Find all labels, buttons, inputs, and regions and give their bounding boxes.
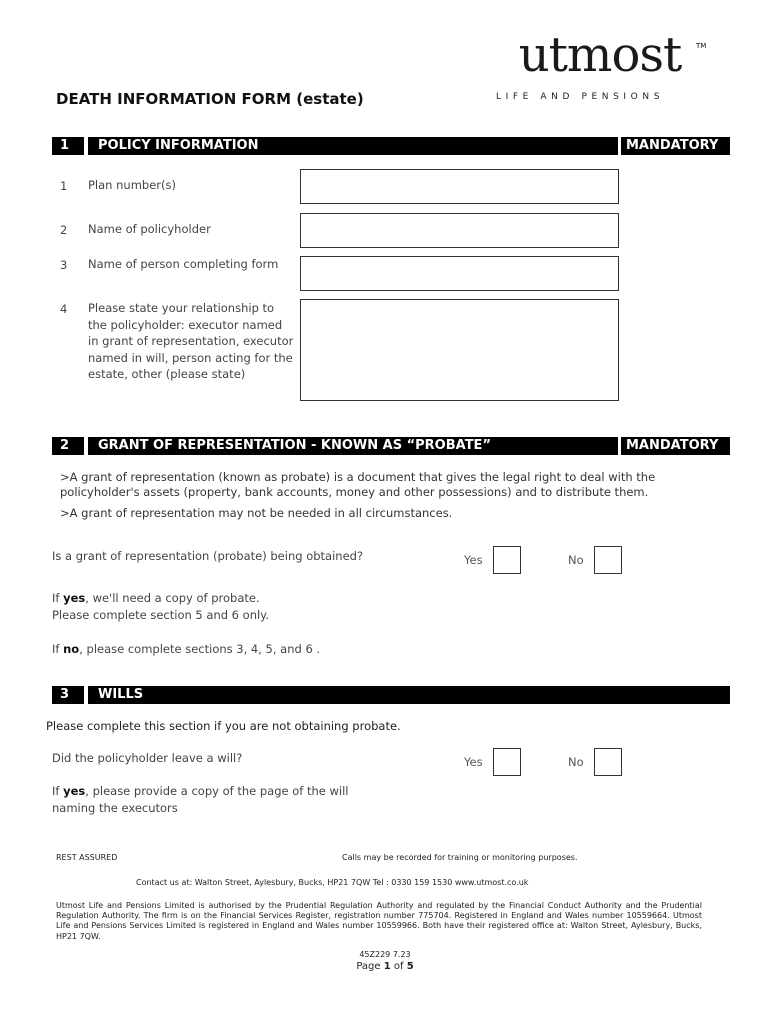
mandatory-tag: MANDATORY	[626, 138, 719, 153]
section-3-header	[52, 686, 732, 704]
will-yes-checkbox[interactable]	[493, 748, 521, 776]
probate-description: >A grant of representation (known as probate) is a document that gives the legal right to deal with the policyholder's assets (property, bank accounts, money and other possessions) and to distribute them.	[60, 470, 656, 499]
question-number: 2	[60, 223, 68, 237]
trademark-mark: TM	[696, 42, 707, 50]
regulatory-notice: Utmost Life and Pensions Limited is authorised by the Prudential Regulation Authority and regulated by the Financial Conduct Authority and the Prudential Regulation Authority. The firm is on the Financial Services Register, registration number 775704. Registered in England and Wales number 10559664. Utmost Life and Pensions Services Limited is registered in England and Wales number 10559966. Both have their registered office at: Walton Street, Aylesbury, Bucks, HP21 7QW.	[56, 901, 702, 941]
probate-question: Is a grant of representation (probate) being obtained?	[52, 549, 364, 563]
mandatory-tag: MANDATORY	[626, 438, 719, 453]
probate-no-checkbox[interactable]	[594, 546, 622, 574]
probate-yes-checkbox[interactable]	[493, 546, 521, 574]
policyholder-name-label: Name of policyholder	[88, 222, 211, 236]
relationship-field[interactable]	[300, 299, 619, 401]
will-question: Did the policyholder leave a will?	[52, 751, 243, 765]
wills-intro: Please complete this section if you are not obtaining probate.	[46, 719, 401, 733]
plan-number-field[interactable]	[300, 169, 619, 204]
question-number: 3	[60, 258, 68, 272]
logo-subtitle: LIFE AND PENSIONS	[496, 92, 665, 102]
question-number: 1	[60, 179, 68, 193]
relationship-label: Please state your relationship to the policyholder: executor named in grant of representation, executor named in will, person acting for the estate, other (please state)	[88, 301, 294, 381]
no-label: No	[568, 553, 584, 567]
form-title: DEATH INFORMATION FORM (estate)	[56, 90, 364, 108]
yes-label: Yes	[464, 755, 483, 769]
no-label: No	[568, 755, 584, 769]
section-title: WILLS	[98, 687, 144, 702]
section-2-header	[52, 437, 732, 455]
will-no-checkbox[interactable]	[594, 748, 622, 776]
policyholder-name-field[interactable]	[300, 213, 619, 248]
page-indicator: Page 1 of 5	[356, 961, 414, 972]
plan-number-label: Plan number(s)	[88, 178, 176, 192]
section-number: 2	[60, 438, 70, 453]
calls-recorded-notice: Calls may be recorded for training or monitoring purposes.	[342, 853, 578, 862]
will-if-yes-instruction: If yes, please provide a copy of the page of the will	[52, 784, 349, 798]
if-yes-instruction: If yes, we'll need a copy of probate.	[52, 591, 260, 605]
section-title: POLICY INFORMATION	[98, 138, 259, 153]
section-number: 1	[60, 138, 70, 153]
section-title: GRANT OF REPRESENTATION - KNOWN AS “PROBATE”	[98, 438, 491, 453]
question-number: 4	[60, 302, 68, 316]
section-number: 3	[60, 687, 70, 702]
completer-name-label: Name of person completing form	[88, 257, 279, 271]
yes-label: Yes	[464, 553, 483, 567]
rest-assured-label: REST ASSURED	[56, 853, 118, 862]
will-if-yes-instruction-line2: naming the executors	[52, 801, 178, 815]
completer-name-field[interactable]	[300, 256, 619, 291]
if-no-instruction: If no, please complete sections 3, 4, 5, and 6 .	[52, 642, 321, 656]
probate-note: >A grant of representation may not be needed in all circumstances.	[60, 506, 453, 520]
form-code: 45Z229 7.23	[359, 950, 411, 959]
utmost-logo: utmost	[518, 27, 682, 83]
section-1-header	[52, 137, 732, 155]
contact-details: Contact us at: Walton Street, Aylesbury, Bucks, HP21 7QW Tel : 0330 159 1530 www.utmost.co.uk	[136, 878, 529, 887]
if-yes-instruction-line2: Please complete section 5 and 6 only.	[52, 608, 269, 622]
